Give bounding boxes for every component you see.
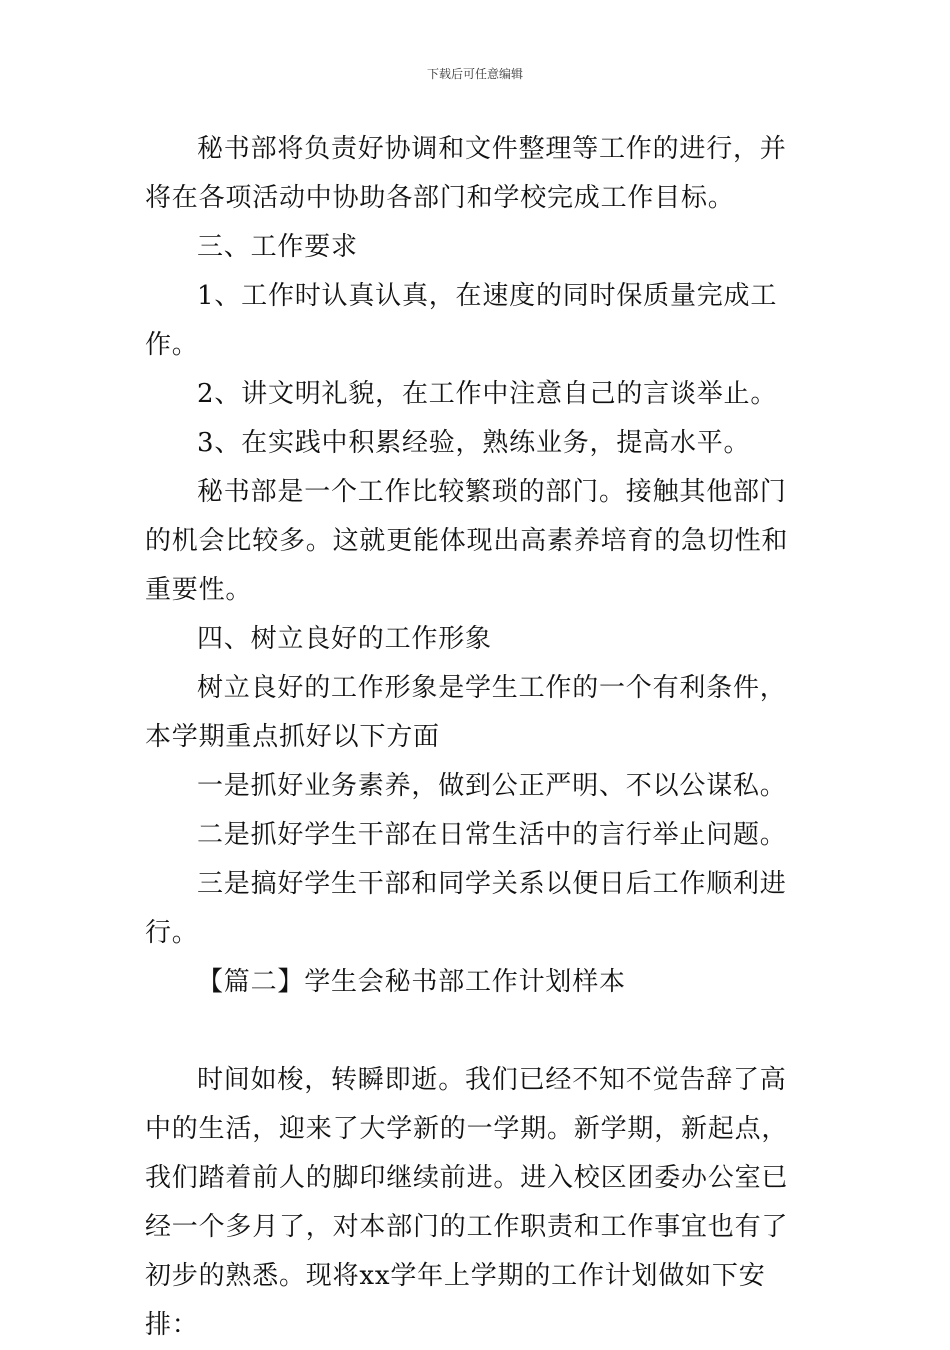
list-item: 1、工作时认真认真，在速度的同时保质量完成工作。 (145, 281, 778, 360)
page-header: 下载后可任意编辑 (426, 67, 523, 81)
document-body (145, 125, 810, 1350)
list-item: 3、在实践中积累经验，熟练业务，提高水平。 (197, 428, 751, 458)
paragraph: 时间如梭，转瞬即逝。我们已经不知不觉告辞了高中的生活，迎来了大学新的一学期。新学期，新起点，我们踏着前人的脚印继续前进。进入校区团委办公室已经一个多月了，对本部门的工作职责和工作事宜也有了初步的熟悉。现将xx学年上学期的工作计划做如下安排： (145, 1065, 789, 1340)
section-title: 【篇二】学生会秘书部工作计划样本 (197, 967, 626, 997)
list-item: 2、讲文明礼貌，在工作中注意自己的言谈举止。 (197, 379, 778, 409)
list-item: 一是抓好业务素养，做到公正严明、不以公谋私。 (197, 771, 787, 801)
blank-line (145, 1007, 810, 1056)
paragraph: 秘书部将负责好协调和文件整理等工作的进行，并将在各项活动中协助各部门和学校完成工作目标。 (145, 134, 787, 213)
section-heading: 三、工作要求 (197, 232, 358, 262)
paragraph: 秘书部是一个工作比较繁琐的部门。接触其他部门的机会比较多。这就更能体现出高素养培育的急切性和重要性。 (145, 477, 789, 605)
list-item: 二是抓好学生干部在日常生活中的言行举止问题。 (197, 820, 787, 850)
list-item: 三是搞好学生干部和同学关系以便日后工作顺利进行。 (145, 869, 787, 948)
paragraph: 树立良好的工作形象是学生工作的一个有利条件，本学期重点抓好以下方面 (145, 673, 787, 752)
section-heading: 四、树立良好的工作形象 (197, 624, 492, 654)
